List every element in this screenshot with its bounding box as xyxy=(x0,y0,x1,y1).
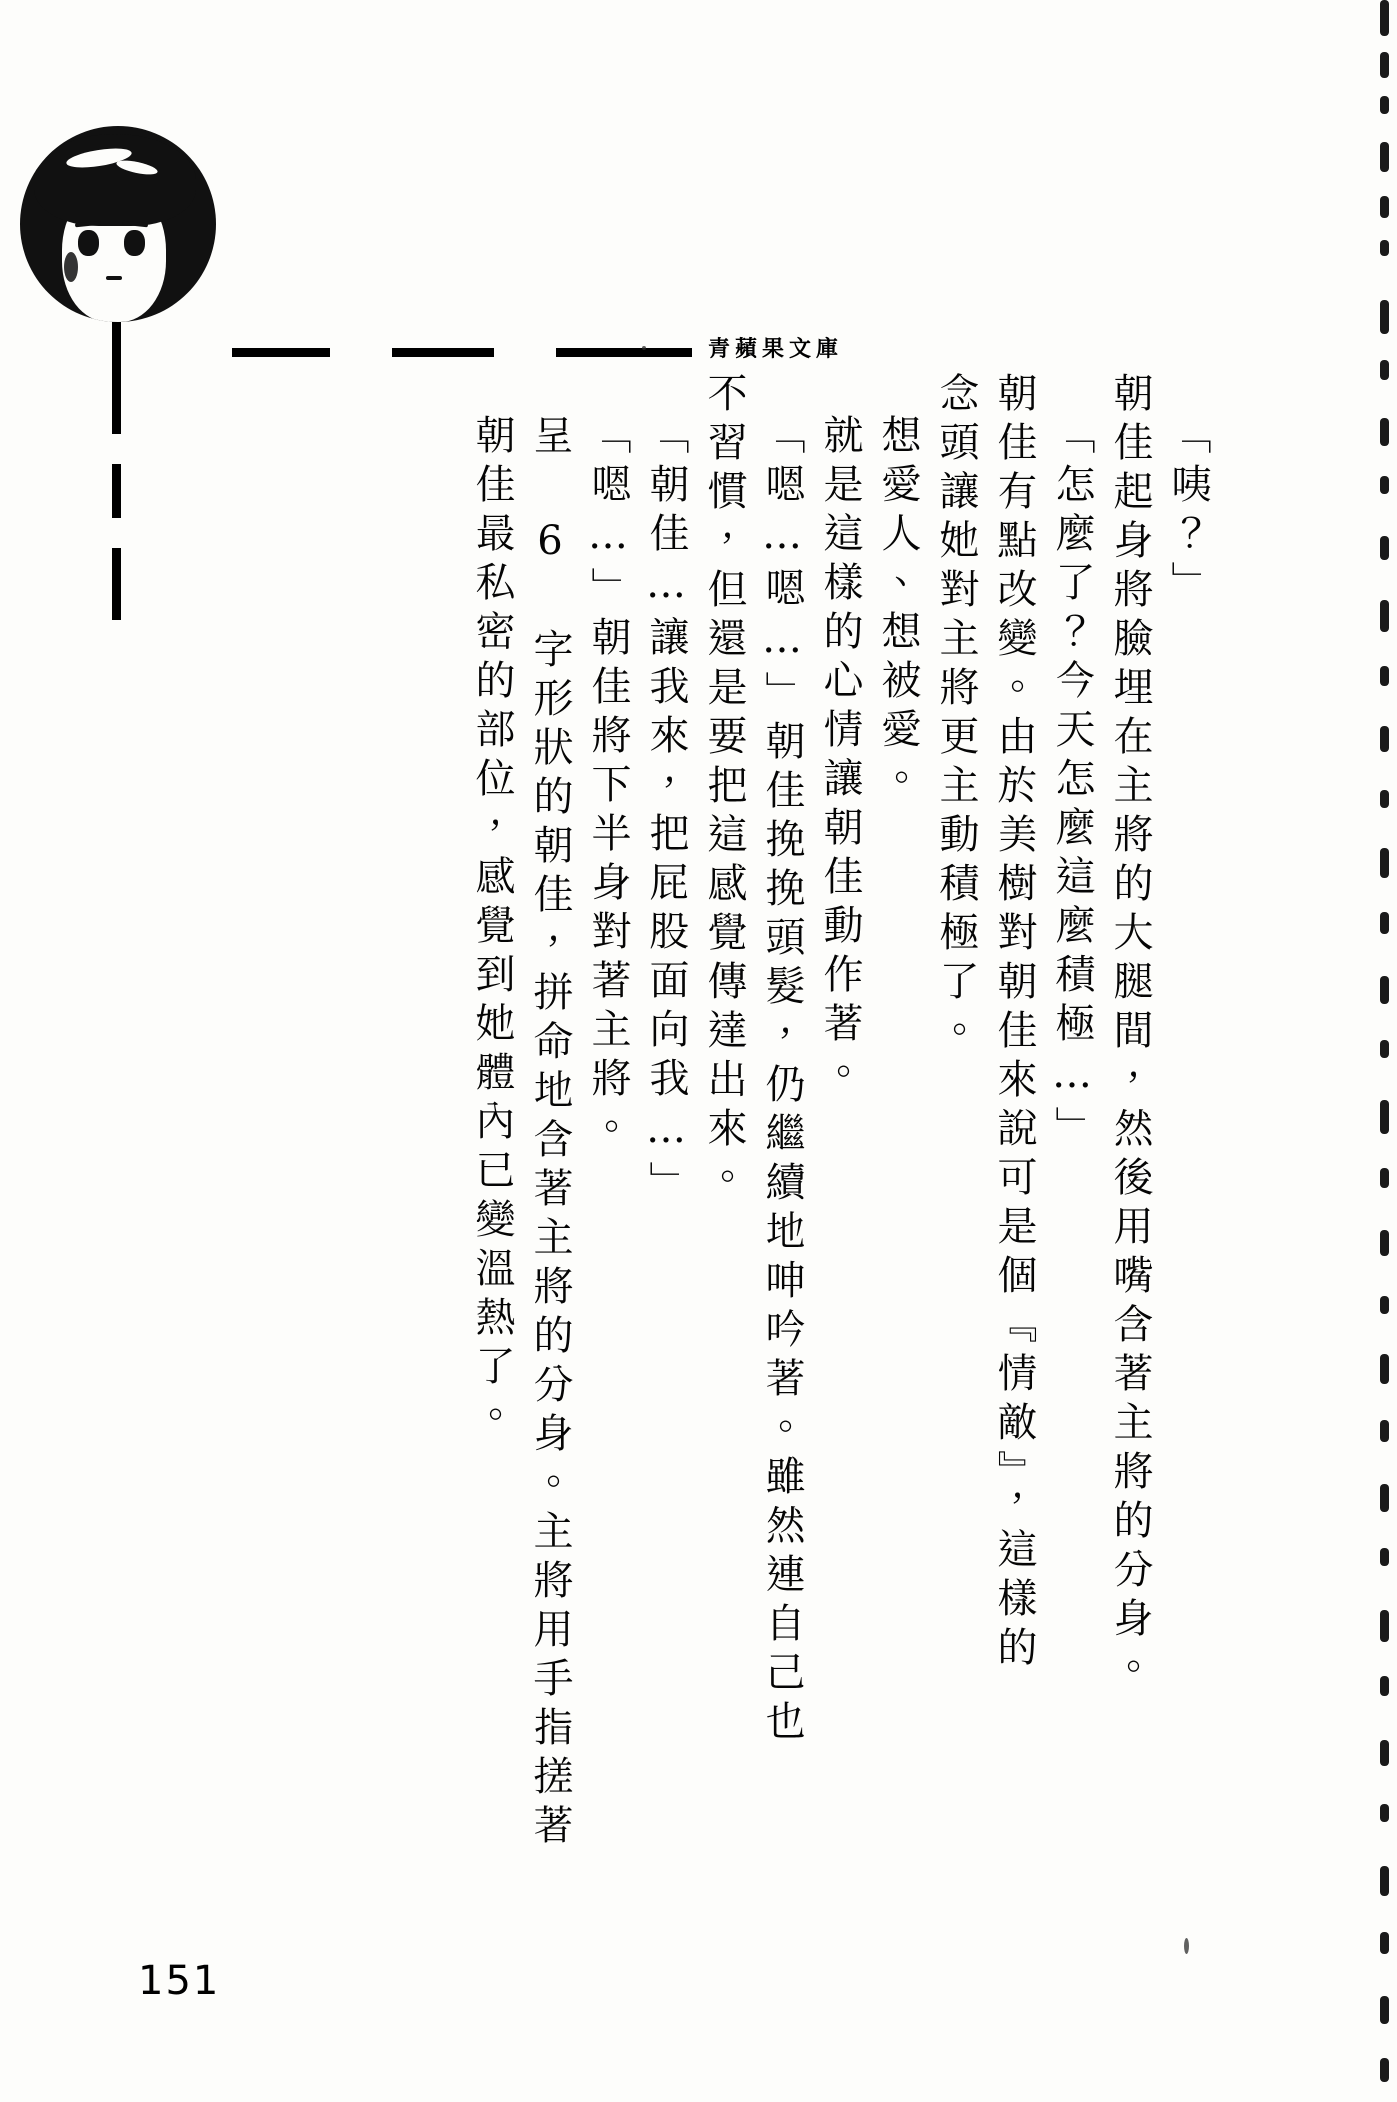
page-number: 151 xyxy=(138,1958,221,2004)
text-line: 呈 6 字形狀的朝佳，拼命地含著主將的分身。主將用手指搓著 xyxy=(527,414,573,1853)
text-line: 「咦？」 xyxy=(1165,414,1211,610)
decorative-stem xyxy=(112,322,121,620)
text-line: 「嗯…嗯…」朝佳挽挽頭髮，仍繼續地呻吟著。雖然連自己也 xyxy=(759,414,805,1749)
text-line: 「怎麼了？今天怎麼這麼積極…」 xyxy=(1049,414,1095,1155)
text-line: 「嗯…」朝佳將下半身對著主將。 xyxy=(585,414,631,1155)
scan-speck xyxy=(642,346,646,350)
text-line: 朝佳起身將臉埋在主將的大腿間，然後用嘴含著主將的分身。 xyxy=(1107,372,1153,1695)
header-rule xyxy=(232,348,692,357)
text-line: 就是這樣的心情讓朝佳動作著。 xyxy=(817,414,863,1100)
page-header xyxy=(0,120,1397,362)
scan-edge-artifacts xyxy=(1351,0,1397,2102)
text-line: 想愛人、想被愛。 xyxy=(875,414,921,806)
text-line: 不習慣，但還是要把這感覺傳達出來。 xyxy=(701,372,747,1205)
scan-speck xyxy=(1184,1938,1189,1954)
imprint-label: 青蘋果文庫 xyxy=(708,337,844,362)
text-line: 朝佳有點改變。由於美樹對朝佳來說可是個『情敵』，這樣的 xyxy=(991,372,1037,1675)
text-line: 「朝佳…讓我來，把屁股面向我…」 xyxy=(643,414,689,1210)
text-line: 朝佳最私密的部位，感覺到她體內已變溫熱了。 xyxy=(469,414,515,1443)
body-text-block xyxy=(196,372,1211,1853)
text-line: 念頭讓她對主將更主動積極了。 xyxy=(933,372,979,1058)
